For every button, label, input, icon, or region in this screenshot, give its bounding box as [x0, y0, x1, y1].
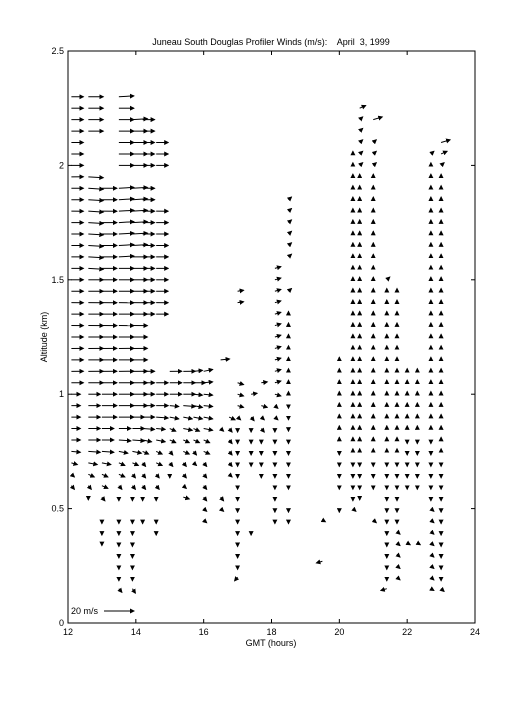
- wind-vector: [88, 234, 103, 235]
- x-tick-label: 18: [266, 627, 277, 637]
- wind-vector: [102, 497, 105, 501]
- wind-vector: [204, 382, 213, 383]
- wind-vector: [119, 233, 134, 234]
- wind-vector: [397, 554, 400, 557]
- wind-vector: [119, 463, 125, 466]
- wind-vector: [156, 463, 162, 466]
- wind-vector: [88, 177, 103, 178]
- wind-vector: [132, 451, 141, 453]
- wind-vector: [193, 440, 199, 443]
- wind-vector: [119, 187, 134, 188]
- wind-vector: [221, 359, 230, 360]
- wind-vector: [431, 577, 434, 580]
- wind-vector: [170, 429, 176, 432]
- wind-vector: [204, 394, 213, 395]
- wind-vector: [204, 520, 207, 523]
- wind-vector: [431, 589, 434, 591]
- wind-vector: [381, 589, 387, 591]
- wind-vector: [102, 451, 114, 452]
- wind-vector: [229, 463, 232, 467]
- wind-vector: [288, 231, 291, 234]
- wind-vector: [431, 543, 434, 546]
- wind-vector: [261, 382, 267, 383]
- wind-vector: [387, 277, 390, 280]
- wind-vector: [132, 486, 135, 490]
- wind-vector: [275, 370, 281, 372]
- wind-vector: [193, 463, 196, 466]
- wind-vector: [88, 486, 91, 490]
- wind-vector: [316, 561, 322, 563]
- wind-vector: [193, 429, 199, 432]
- wind-vector: [261, 429, 264, 433]
- wind-vector: [431, 554, 434, 557]
- wind-vector: [397, 543, 400, 546]
- wind-vector: [143, 486, 146, 490]
- wind-vector: [170, 440, 176, 443]
- x-axis: [63, 51, 480, 637]
- wind-vector: [238, 290, 244, 291]
- wind-vector: [156, 429, 165, 430]
- wind-vector: [183, 463, 186, 467]
- wind-vector: [397, 566, 400, 569]
- y-tick-label: 1.5: [51, 274, 64, 285]
- wind-vector: [441, 589, 444, 592]
- wind-vector: [229, 429, 232, 433]
- wind-vector: [71, 451, 80, 452]
- wind-vector: [88, 257, 103, 258]
- wind-vector: [397, 577, 400, 580]
- wind-vector: [119, 440, 131, 441]
- wind-vector: [288, 209, 291, 212]
- reference-vector-label: 20 m/s: [71, 606, 99, 616]
- wind-vector: [288, 289, 291, 292]
- wind-vector: [397, 531, 400, 534]
- wind-vector: [156, 451, 162, 454]
- wind-vector: [156, 474, 159, 478]
- wind-vector: [88, 463, 97, 465]
- wind-vector: [183, 440, 189, 443]
- wind-vector: [431, 509, 434, 512]
- y-tick-label: 2.5: [51, 46, 64, 56]
- wind-vector: [238, 394, 244, 396]
- wind-vector: [229, 474, 232, 477]
- wind-vector: [193, 451, 196, 455]
- wind-vector: [119, 96, 134, 97]
- wind-vector: [441, 140, 450, 143]
- wind-vector: [373, 520, 376, 523]
- y-tick-label: 2: [58, 160, 64, 171]
- y-axis-label: Altitude (km): [39, 311, 49, 363]
- wind-vector: [353, 509, 356, 512]
- wind-vector: [373, 140, 376, 143]
- wind-vector: [170, 451, 173, 455]
- x-axis-label: GMT (hours): [245, 638, 297, 648]
- x-tick-label: 12: [62, 627, 74, 637]
- wind-vectors: [71, 96, 450, 593]
- wind-vector: [221, 497, 224, 501]
- wind-vector: [119, 245, 134, 246]
- wind-vector: [204, 429, 213, 431]
- wind-vector: [275, 267, 281, 269]
- y-tick-label: 0.5: [51, 503, 64, 514]
- wind-vector: [235, 577, 238, 581]
- wind-vector: [275, 381, 281, 383]
- wind-vector: [88, 268, 103, 269]
- x-tick-label: 14: [130, 627, 141, 637]
- wind-vector: [88, 223, 103, 224]
- wind-vector: [102, 463, 111, 465]
- wind-vector: [275, 347, 281, 349]
- wind-vector: [229, 440, 232, 444]
- y-tick-label: 1: [58, 389, 64, 400]
- wind-vector: [288, 243, 291, 246]
- wind-vector: [170, 417, 179, 419]
- wind-vector: [360, 106, 366, 109]
- wind-vector: [119, 199, 134, 200]
- wind-vector: [275, 312, 281, 314]
- wind-vector: [102, 474, 108, 477]
- wind-vector: [143, 429, 155, 430]
- wind-vector: [221, 429, 224, 432]
- wind-vector: [431, 151, 434, 154]
- wind-vector: [441, 163, 444, 166]
- wind-vector: [288, 197, 291, 200]
- wind-vector: [229, 451, 232, 455]
- wind-vector: [275, 417, 278, 420]
- wind-vector: [156, 417, 168, 418]
- wind-vector: [143, 463, 146, 467]
- wind-vector: [417, 543, 420, 545]
- wind-vector: [288, 220, 291, 223]
- wind-vector: [193, 394, 202, 395]
- wind-vector: [193, 417, 202, 419]
- wind-vector: [431, 531, 434, 534]
- wind-vector: [204, 509, 207, 512]
- wind-vector: [275, 289, 281, 291]
- wind-vector: [143, 451, 149, 454]
- y-tick-label: 0: [58, 618, 64, 628]
- wind-vector: [261, 406, 267, 408]
- wind-vector: [204, 440, 210, 443]
- wind-vector: [183, 451, 189, 454]
- x-tick-label: 22: [402, 627, 413, 637]
- wind-vector: [288, 254, 291, 257]
- wind-vector: [238, 383, 244, 385]
- wind-vector: [407, 543, 410, 545]
- wind-vector: [71, 486, 74, 490]
- wind-vector: [102, 486, 108, 489]
- wind-vector: [221, 509, 224, 512]
- wind-vector: [204, 486, 207, 490]
- wind-vector: [119, 222, 134, 223]
- wind-vector: [204, 497, 207, 501]
- wind-vector: [373, 163, 376, 166]
- wind-vector: [88, 474, 94, 477]
- wind-vector: [119, 589, 122, 593]
- wind-vector: [156, 486, 159, 490]
- wind-vector: [275, 358, 281, 360]
- wind-vector: [360, 117, 363, 120]
- wind-vector: [193, 370, 202, 371]
- wind-vector: [119, 256, 134, 257]
- wind-vector: [275, 406, 278, 409]
- wind-vector: [183, 474, 186, 478]
- wind-vector: [441, 151, 447, 154]
- wind-vector: [132, 474, 135, 478]
- x-tick-label: 20: [334, 627, 345, 637]
- wind-vector: [204, 451, 210, 454]
- wind-vector: [119, 474, 125, 477]
- wind-vector: [88, 188, 103, 189]
- wind-vector: [170, 406, 179, 407]
- wind-vector: [119, 451, 128, 453]
- wind-vector: [261, 417, 264, 420]
- wind-vector: [88, 211, 103, 212]
- wind-vector: [251, 417, 254, 421]
- wind-vector: [183, 486, 186, 489]
- wind-vector: [183, 429, 192, 431]
- wind-vector: [88, 200, 103, 201]
- wind-vector: [360, 151, 363, 154]
- x-tick-label: 16: [198, 627, 209, 637]
- wind-vector: [183, 417, 192, 419]
- wind-vector: [238, 406, 244, 408]
- wind-vector: [251, 393, 257, 394]
- wind-vector: [275, 324, 281, 326]
- wind-vector: [238, 302, 244, 303]
- wind-vector: [88, 245, 103, 246]
- wind-vector: [204, 370, 213, 372]
- wind-vector: [132, 589, 135, 594]
- reference-vector: [71, 606, 134, 616]
- wind-vector: [360, 163, 363, 166]
- wind-vector: [322, 520, 325, 522]
- wind-vector: [275, 301, 281, 303]
- wind-vector: [275, 394, 281, 396]
- wind-vector: [204, 463, 207, 467]
- wind-vector: [275, 278, 281, 280]
- wind-vector: [204, 417, 213, 419]
- wind-vector: [170, 463, 173, 467]
- wind-vector: [143, 474, 146, 478]
- wind-vector: [119, 210, 134, 211]
- wind-vector: [71, 463, 77, 465]
- wind-vector: [275, 335, 281, 337]
- chart-title: Juneau South Douglas Profiler Winds (m/s): April 3, 1999: [152, 37, 390, 47]
- wind-vector: [373, 151, 376, 154]
- wind-vector: [229, 417, 235, 420]
- x-tick-label: 24: [469, 627, 481, 637]
- wind-vector: [431, 520, 434, 523]
- wind-vector: [360, 140, 363, 143]
- wind-vector: [204, 406, 213, 407]
- wind-vector: [238, 417, 241, 420]
- wind-vector: [156, 440, 165, 442]
- wind-vector: [373, 117, 382, 120]
- wind-vector: [71, 474, 74, 477]
- wind-vector: [204, 474, 207, 478]
- wind-vector: [132, 463, 138, 466]
- wind-vector: [183, 497, 189, 499]
- wind-vector: [119, 486, 122, 490]
- wind-vector: [360, 128, 363, 131]
- wind-vector: [431, 566, 434, 569]
- wind-vector: [88, 451, 100, 452]
